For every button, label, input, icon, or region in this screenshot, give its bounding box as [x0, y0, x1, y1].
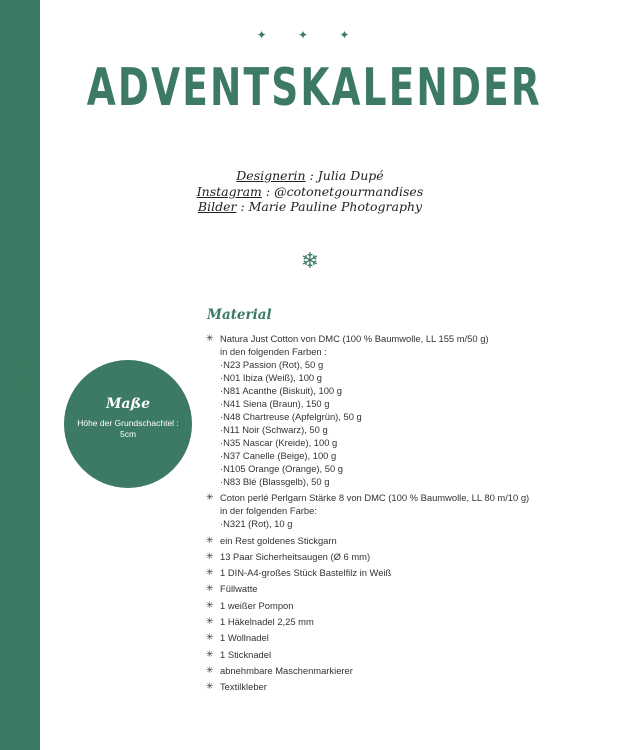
- bullet-star-icon: ✳: [206, 550, 214, 561]
- pictures-value: : Marie Pauline Photography: [236, 199, 423, 214]
- list-item-text: Coton perlé Perlgarn Stärke 8 von DMC (100 % Baumwolle, LL 80 m/10 g): [220, 492, 530, 504]
- list-item-text: abnehmbare Maschenmarkierer: [220, 664, 353, 676]
- bullet-star-icon: ✳: [206, 333, 214, 343]
- list-item-text: 1 Wollnadel: [220, 632, 269, 644]
- instagram-value: : @cotonetgourmandises: [261, 183, 424, 199]
- list-item: [206, 680, 586, 693]
- list-item-text: ein Rest goldenes Stickgarn: [220, 534, 337, 546]
- page-title: ADVENTSKALENDER: [86, 58, 542, 118]
- pictures-label: Bilder: [197, 199, 237, 214]
- list-item: [206, 631, 586, 644]
- bullet-star-icon: ✳: [206, 681, 214, 692]
- star-icon: ✦: [21, 385, 29, 395]
- instagram-line: [0, 184, 620, 200]
- list-item-text: 1 weißer Pompon: [220, 599, 294, 611]
- list-item-subline: ·N37 Canelle (Beige), 100 g: [220, 450, 337, 461]
- list-item-text: 13 Paar Sicherheitsaugen (Ø 6 mm): [220, 550, 371, 562]
- designer-value: : Julia Dupé: [305, 168, 384, 183]
- list-item-subline: ·N81 Acanthe (Biskuit), 100 g: [220, 385, 342, 396]
- material-list: [206, 332, 586, 697]
- stars-icon: ✦ ✦ ✦: [256, 28, 364, 42]
- bullet-star-icon: ✳: [206, 599, 214, 610]
- list-item: [206, 550, 586, 563]
- list-item-subline: ·N83 Blé (Blassgelb), 50 g: [220, 476, 330, 487]
- list-item: [206, 648, 586, 661]
- page-number: [0, 358, 50, 397]
- bullet-star-icon: ✳: [206, 632, 214, 643]
- list-item-subline: ·N41 Siena (Braun), 150 g: [220, 398, 330, 409]
- list-item-subline: ·N321 (Rot), 10 g: [220, 518, 293, 530]
- list-item-subline: ·N23 Passion (Rot), 50 g: [220, 359, 324, 370]
- list-item: [206, 566, 586, 579]
- list-item-text: 1 DIN-A4-großes Stück Bastelfilz in Weiß: [220, 567, 392, 579]
- list-item-subline: ·N105 Orange (Orange), 50 g: [220, 463, 343, 474]
- list-item-text: 1 Häkelnadel 2,25 mm: [220, 616, 314, 628]
- snowflake-icon: ❄: [300, 248, 320, 273]
- bullet-star-icon: ✳: [206, 664, 214, 675]
- size-badge-title: Maße: [105, 396, 151, 412]
- list-item: [206, 332, 586, 488]
- bullet-star-icon: ✳: [206, 583, 214, 594]
- list-item: [206, 491, 586, 530]
- list-item: [206, 615, 586, 628]
- list-item-subline: ·N35 Nascar (Kreide), 100 g: [220, 437, 338, 448]
- bullet-star-icon: ✳: [206, 648, 214, 659]
- list-item: [206, 534, 586, 547]
- list-item-text: Textilkleber: [220, 681, 267, 693]
- credits: [0, 168, 620, 215]
- list-item: [206, 664, 586, 677]
- designer-label: Designerin: [236, 168, 306, 183]
- list-item-subline: in der folgenden Farbe:: [220, 505, 317, 517]
- designer-line: [0, 168, 620, 184]
- list-item: [206, 582, 586, 595]
- instagram-label: Instagram: [196, 183, 262, 199]
- bullet-star-icon: ✳: [206, 616, 214, 627]
- size-badge-text: Höhe der Grundschachtel : 5cm: [77, 418, 179, 439]
- material-heading: Material: [207, 307, 272, 323]
- list-item-text: 1 Sticknadel: [220, 648, 272, 660]
- list-item-subline: in den folgenden Farben :: [220, 346, 327, 357]
- size-badge: [64, 360, 192, 488]
- page-number-text: 34: [19, 372, 30, 382]
- bullet-star-icon: ✳: [206, 534, 214, 545]
- bullet-star-icon: ✳: [206, 567, 214, 578]
- list-item-subline: ·N48 Chartreuse (Apfelgrün), 50 g: [220, 411, 362, 422]
- star-icon: ✦: [21, 359, 29, 369]
- list-item: [206, 599, 586, 612]
- list-item-text: Füllwatte: [220, 583, 258, 595]
- list-item-text: Natura Just Cotton von DMC (100 % Baumwolle, LL 155 m/50 g): [220, 333, 489, 344]
- list-item-subline: ·N01 Ibiza (Weiß), 100 g: [220, 372, 322, 383]
- pictures-line: [0, 199, 620, 215]
- list-item-subline: ·N11 Noir (Schwarz), 50 g: [220, 424, 328, 435]
- bullet-star-icon: ✳: [206, 492, 214, 503]
